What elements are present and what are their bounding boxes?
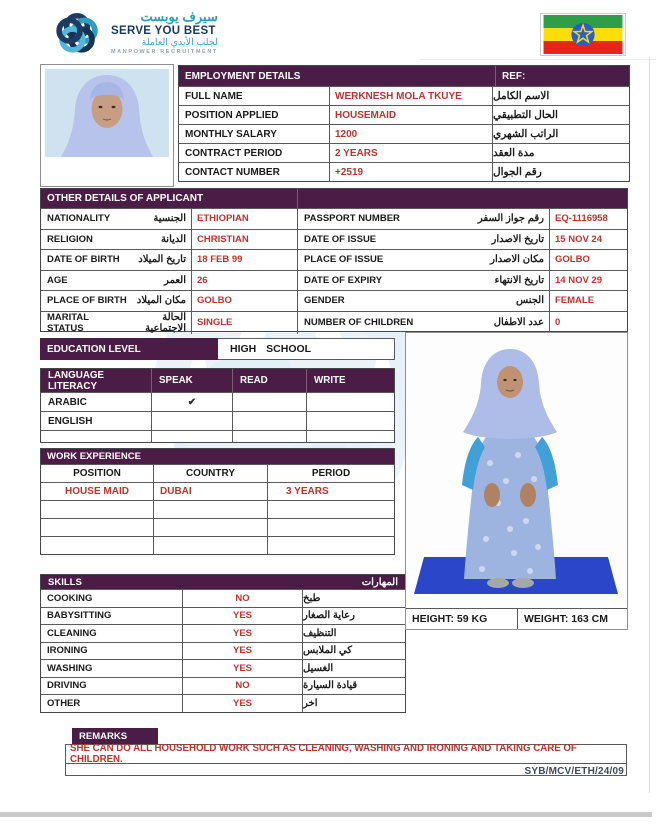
language-name: ARABIC [48,396,87,408]
table-cell [41,501,153,518]
field-value: 18 FEB 99 [191,250,297,270]
field-label-arabic: عدد الاطفال [493,317,544,328]
table-cell [267,519,394,536]
field-label: MONTHLY SALARY [185,128,277,140]
skill-label-arabic: اخر [302,695,405,712]
field-label: CONTACT NUMBER [185,166,280,178]
table-cell [41,519,153,536]
skill-value: NO [182,678,302,695]
table-row [41,430,394,442]
field-label-arabic: الحال التطبيقي [492,106,629,124]
table-row [41,290,627,311]
table-cell [151,412,232,430]
table-row [41,518,394,536]
field-label-arabic: الراتب الشهري [492,125,629,143]
field-label: MARITAL STATUS [47,311,89,334]
skills-table [40,574,406,713]
table-row [41,208,627,229]
table-row [41,500,394,518]
remarks-text: SHE CAN DO ALL HOUSEHOLD WORK SUCH AS CLEANING, WASHING AND IRONING AND TAKING CARE OF CHILDREN. [70,743,577,765]
language-literacy-table [40,368,395,443]
table-cell [153,537,267,554]
column-header: LANGUAGE LITERACY [48,369,105,392]
ethiopia-flag-icon [540,13,626,56]
table-row [41,536,394,554]
field-label-arabic: الاسم الكامل [492,87,629,105]
skill-value: YES [182,695,302,712]
education-level-value: HIGH SCHOOL [218,338,395,360]
table-cell: HOUSE MAID [65,486,129,497]
field-label: NATIONALITY [47,213,111,225]
work-experience-table [40,448,395,555]
field-label-arabic: تاريخ الانتهاء [494,274,544,286]
table-row [41,311,627,332]
other-details-table [40,188,628,332]
table-row [41,624,405,642]
field-label: PLACE OF BIRTH [47,295,127,307]
field-label-arabic: العمر [164,274,186,286]
table-cell [267,501,394,518]
logo-name-english: SERVE YOU BEST [111,24,216,37]
work-experience-title: WORK EXPERIENCE [41,449,394,464]
employment-details-title: EMPLOYMENT DETAILS [185,70,301,82]
field-value: 0 [549,312,627,334]
skill-label-arabic: قيادة السيارة [302,678,405,695]
table-row [41,411,394,430]
table-cell [306,431,394,442]
field-value: WERKNESH MOLA TKUYE [329,87,492,105]
field-label-arabic: الجنسية [153,213,186,225]
checkmark-icon: ✔ [151,393,232,411]
field-label-arabic: تاريخ الاصدار [491,233,544,245]
employment-details-table [178,65,630,182]
language-name: ENGLISH [48,415,93,427]
scan-artifact-line [649,57,650,793]
table-cell [153,501,267,518]
skill-label-arabic: كي الملابس [302,643,405,660]
skill-value: YES [182,608,302,625]
skill-label: BABYSITTING [47,610,112,622]
field-label-arabic: الحالة الاجتماعية [145,311,186,334]
field-label: NUMBER OF CHILDREN [304,317,414,328]
table-row [41,659,405,677]
field-label-arabic: مكان الاصدار [490,254,544,266]
table-row [41,249,627,270]
skill-value: YES [182,660,302,677]
applicant-passport-photo [40,64,174,187]
field-label: GENDER [304,295,345,307]
field-label: AGE [47,274,68,286]
table-cell [153,519,267,536]
field-value: 14 NOV 29 [549,271,627,291]
table-cell [151,431,232,442]
employment-row-contact [179,162,629,181]
field-value: 26 [191,271,297,291]
skill-value: YES [182,625,302,642]
table-row [41,392,394,411]
employment-row-salary [179,124,629,143]
field-value: FEMALE [549,291,627,311]
column-header: SPEAK [151,369,232,392]
field-value: 1200 [329,125,492,143]
field-value: GOLBO [549,250,627,270]
weight-value: WEIGHT: 163 CM [517,609,627,629]
full-body-photo-image [406,333,627,603]
height-value: HEIGHT: 59 KG [412,613,488,625]
field-label: CONTRACT PERIOD [185,147,283,159]
logo-knot-icon [50,8,104,60]
column-header: PERIOD [267,465,394,482]
skill-label: OTHER [47,697,81,709]
language-name [41,431,151,442]
skill-label: CLEANING [47,627,97,639]
field-value: HOUSEMAID [329,106,492,124]
field-label: PLACE OF ISSUE [304,254,384,266]
skill-label: IRONING [47,645,88,657]
field-label-arabic: تاريخ الميلاد [138,254,186,266]
skill-value: NO [182,590,302,607]
column-header: WRITE [306,369,394,392]
skill-label-arabic: طبخ [302,590,405,607]
skill-label-arabic: رعاية الصغار [302,608,405,625]
column-header: COUNTRY [153,465,267,482]
field-label-arabic: رقم الجوال [492,163,629,181]
agency-logo [50,8,218,60]
table-cell: DUBAI [153,483,267,500]
reference-code: SYB/MCV/ETH/24/09 [524,766,624,777]
table-row [41,589,405,607]
skills-title-arabic: المهارات [361,576,398,588]
employment-row-contract [179,143,629,162]
portrait-photo-image [45,69,169,157]
skill-label-arabic: الغسيل [302,660,405,677]
height-weight-bar [406,608,627,629]
skill-label-arabic: التنظيف [302,625,405,642]
table-cell [306,393,394,411]
field-value: 15 NOV 24 [549,230,627,250]
field-label-arabic: مكان الميلاد [136,295,186,307]
table-row [41,482,394,500]
employment-row-full-name [179,86,629,105]
field-value: GOLBO [191,291,297,311]
table-cell: 3 YEARS [267,483,394,500]
applicant-full-photo [405,332,628,630]
scan-artifact-bar [0,812,652,817]
table-row [41,229,627,250]
field-label: PASSPORT NUMBER [304,213,400,225]
scan-artifact-line [420,59,656,60]
table-header-row [41,464,394,482]
field-label-arabic: الجنس [515,295,544,307]
table-row [41,607,405,625]
field-value: EQ-1116958 [549,209,627,229]
employment-row-position [179,105,629,124]
table-row [41,642,405,660]
field-label: DATE OF EXPIRY [304,274,383,286]
skill-value: YES [182,643,302,660]
education-level-label: EDUCATION LEVEL [40,338,218,360]
table-cell [41,537,153,554]
table-cell [306,412,394,430]
field-label-arabic: مدة العقد [492,144,629,162]
logo-tagline-english: MANPOWER RECRUITMENT [111,49,218,56]
field-value: CHRISTIAN [191,230,297,250]
field-label: RELIGION [47,233,93,245]
table-cell [232,412,306,430]
skill-label: COOKING [47,592,93,604]
table-cell [267,537,394,554]
table-cell [232,431,306,442]
field-label: FULL NAME [185,90,243,102]
field-label-arabic: رقم جواز السفر [477,213,544,225]
table-row [41,677,405,695]
table-row [41,270,627,291]
other-details-title: OTHER DETAILS OF APPLICANT [41,189,627,208]
field-value: SINGLE [191,312,297,334]
field-label: POSITION APPLIED [185,109,279,121]
logo-name-arabic: سيرف يوبست [140,9,218,24]
skills-title: SKILLS [48,576,82,588]
field-label: DATE OF BIRTH [47,254,120,266]
education-level [40,338,395,360]
field-value: +2519 [329,163,492,181]
table-cell [232,393,306,411]
field-label-arabic: الديانة [160,233,186,245]
table-row [41,694,405,712]
field-value: 2 YEARS [329,144,492,162]
remarks-title: REMARKS [72,728,158,744]
ref-label: REF: [495,66,629,86]
column-header: POSITION [73,468,121,479]
field-value: ETHIOPIAN [191,209,297,229]
column-header: READ [232,369,306,392]
logo-tagline-arabic: لجلب الأيدي العاملة [141,37,218,49]
skill-label: WASHING [47,662,93,674]
skill-label: DRIVING [47,680,87,692]
field-label: DATE OF ISSUE [304,233,377,245]
